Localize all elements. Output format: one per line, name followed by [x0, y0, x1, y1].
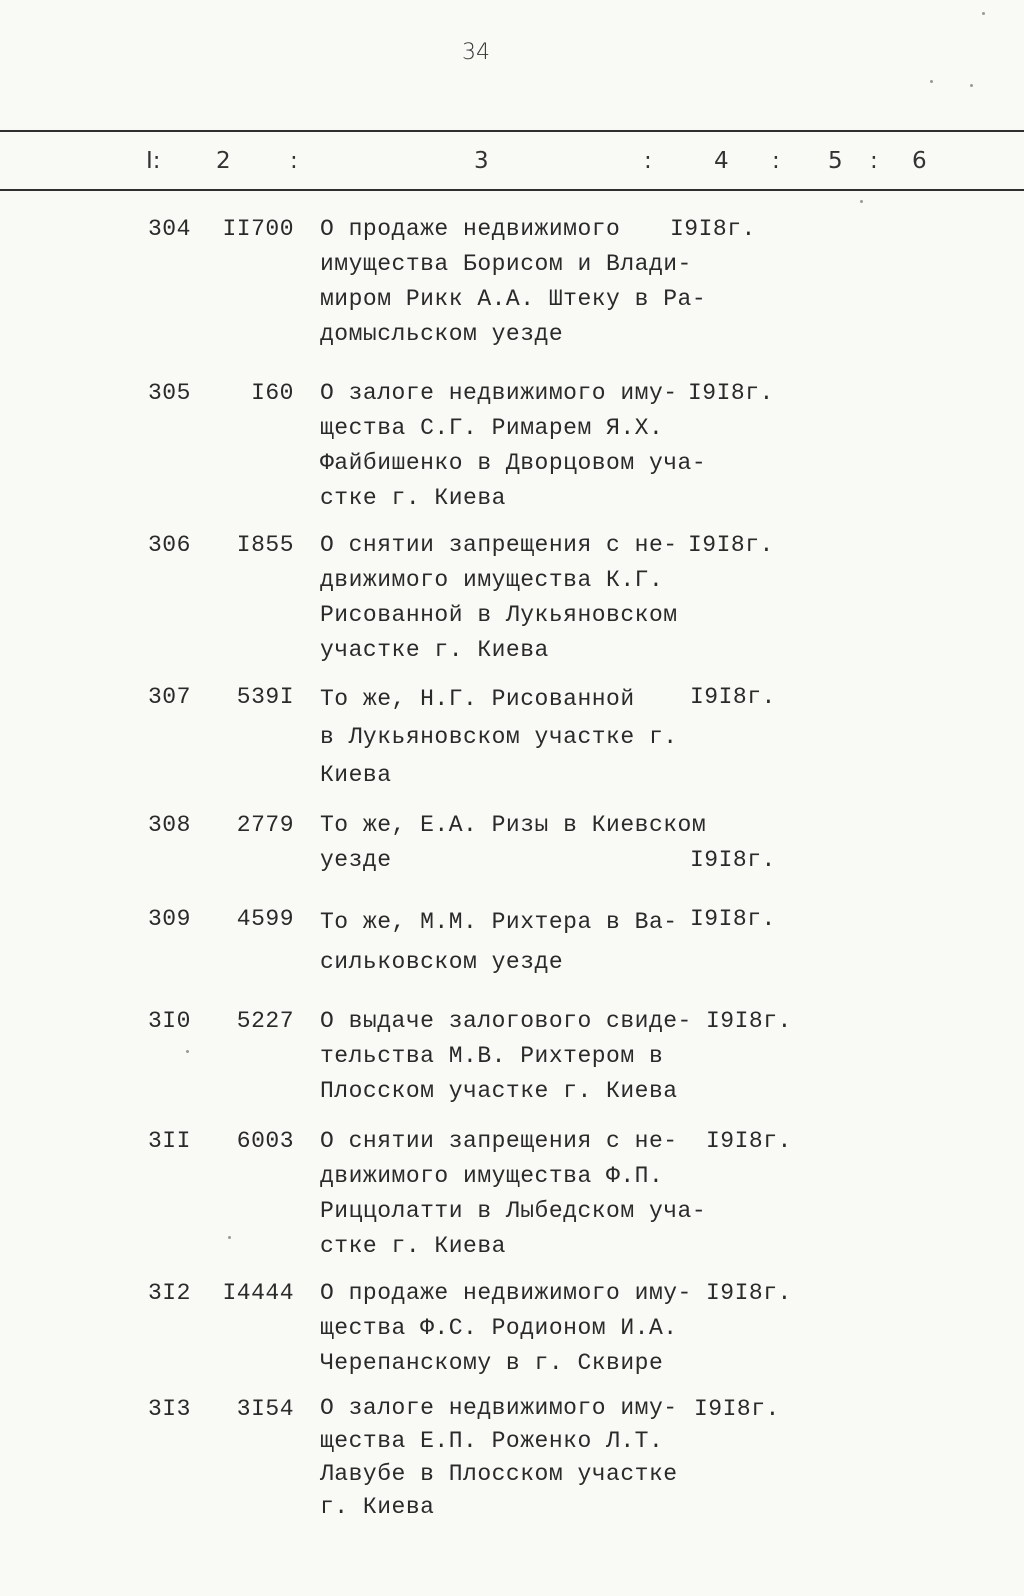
- title-line: О залоге недвижимого иму-: [320, 1395, 678, 1421]
- file-number: 6003: [236, 1128, 294, 1154]
- item-number: 3I0: [148, 1008, 191, 1034]
- title-line: миром Рикк А.А. Штеку в Ра-: [320, 286, 707, 312]
- item-title: [320, 212, 707, 352]
- scan-speck: [970, 84, 973, 87]
- scan-speck: [228, 1236, 231, 1239]
- title-line: О продаже недвижимого: [320, 216, 621, 242]
- file-number: I855: [236, 532, 294, 558]
- title-line: щества С.Г. Римарем Я.Х.: [320, 415, 664, 441]
- column-header-5: 5: [828, 148, 843, 174]
- header-rule-top: [0, 130, 1024, 132]
- title-line: Лавубе в Плосском участке: [320, 1461, 678, 1487]
- file-number: II700: [222, 216, 294, 242]
- title-line: О выдаче залогового свиде-: [320, 1008, 692, 1034]
- item-number: 3II: [148, 1128, 191, 1154]
- column-header-4: 4: [714, 148, 729, 174]
- column-header-6: 6: [912, 148, 927, 174]
- title-line: участке г. Киева: [320, 637, 549, 663]
- column-separator: :: [772, 148, 780, 174]
- title-line: Риццолатти в Лыбедском уча-: [320, 1198, 707, 1224]
- scan-speck: [982, 12, 985, 15]
- item-title: [320, 680, 700, 794]
- header-rule-bottom: [0, 189, 1024, 191]
- item-title: [320, 1276, 700, 1381]
- item-title: [320, 902, 700, 982]
- title-line: домысльском уезде: [320, 321, 564, 347]
- column-separator: :: [644, 148, 652, 174]
- file-number: 2779: [236, 812, 294, 838]
- title-line: г. Киева: [320, 1494, 435, 1520]
- item-title: [320, 1004, 700, 1109]
- page-number: 34: [462, 40, 490, 65]
- item-number: 309: [148, 906, 191, 932]
- item-year: I9I8г.: [688, 380, 774, 406]
- title-line: стке г. Киева: [320, 485, 506, 511]
- title-line: То же, М.М. Рихтера в Ва-: [320, 909, 678, 935]
- title-line: О продаже недвижимого иму-: [320, 1280, 692, 1306]
- item-title: [320, 1124, 707, 1264]
- item-year: I9I8г.: [706, 1008, 792, 1034]
- item-number: 307: [148, 684, 191, 710]
- item-year: I9I8г.: [670, 216, 756, 242]
- title-line: уезде: [320, 847, 392, 873]
- item-year: I9I8г.: [690, 906, 776, 932]
- item-number: 3I2: [148, 1280, 191, 1306]
- item-year: I9I8г.: [706, 1128, 792, 1154]
- column-header-2: 2: [216, 148, 231, 174]
- item-year: I9I8г.: [688, 532, 774, 558]
- title-line: Плосском участке г. Киева: [320, 1078, 678, 1104]
- title-line: То же, Н.Г. Рисованной: [320, 686, 635, 712]
- item-year: I9I8г.: [694, 1396, 780, 1422]
- scan-speck: [930, 80, 933, 83]
- title-line: О снятии запрещения с не-: [320, 1128, 678, 1154]
- item-year: I9I8г.: [690, 684, 776, 710]
- item-year: I9I8г.: [706, 1280, 792, 1306]
- title-line: Киева: [320, 762, 392, 788]
- title-line: в Лукьяновском участке г.: [320, 724, 678, 750]
- title-line: движимого имущества Ф.П.: [320, 1163, 664, 1189]
- item-number: 304: [148, 216, 191, 242]
- title-line: сильковском уезде: [320, 949, 564, 975]
- title-line: щества Е.П. Роженко Л.Т.: [320, 1428, 664, 1454]
- title-line: тельства М.В. Рихтером в: [320, 1043, 664, 1069]
- column-header-3: 3: [474, 148, 489, 174]
- title-line: То же, Е.А. Ризы в Киевском: [320, 812, 707, 838]
- title-line: О залоге недвижимого иму-: [320, 380, 678, 406]
- column-header-1: I:: [146, 148, 161, 174]
- title-line: Рисованной в Лукьяновском: [320, 602, 678, 628]
- file-number: 4599: [236, 906, 294, 932]
- column-separator: :: [870, 148, 878, 174]
- title-line: имущества Борисом и Влади-: [320, 251, 692, 277]
- file-number: 539I: [236, 684, 294, 710]
- item-number: 306: [148, 532, 191, 558]
- file-number: 5227: [236, 1008, 294, 1034]
- item-year: I9I8г.: [690, 847, 776, 873]
- column-separator: :: [290, 148, 298, 174]
- title-line: Черепанскому в г. Сквире: [320, 1350, 664, 1376]
- item-title: [320, 808, 707, 878]
- file-number: I4444: [222, 1280, 294, 1306]
- item-number: 305: [148, 380, 191, 406]
- item-title: [320, 1392, 700, 1524]
- title-line: О снятии запрещения с не-: [320, 532, 678, 558]
- file-number: 3I54: [236, 1396, 294, 1422]
- title-line: щества Ф.С. Родионом И.А.: [320, 1315, 678, 1341]
- item-title: [320, 376, 707, 516]
- scan-speck: [186, 1050, 189, 1053]
- item-title: [320, 528, 700, 668]
- title-line: движимого имущества К.Г.: [320, 567, 664, 593]
- file-number: I60: [251, 380, 294, 406]
- scan-speck: [860, 200, 863, 203]
- item-number: 308: [148, 812, 191, 838]
- item-number: 3I3: [148, 1396, 191, 1422]
- title-line: Файбишенко в Дворцовом уча-: [320, 450, 707, 476]
- title-line: стке г. Киева: [320, 1233, 506, 1259]
